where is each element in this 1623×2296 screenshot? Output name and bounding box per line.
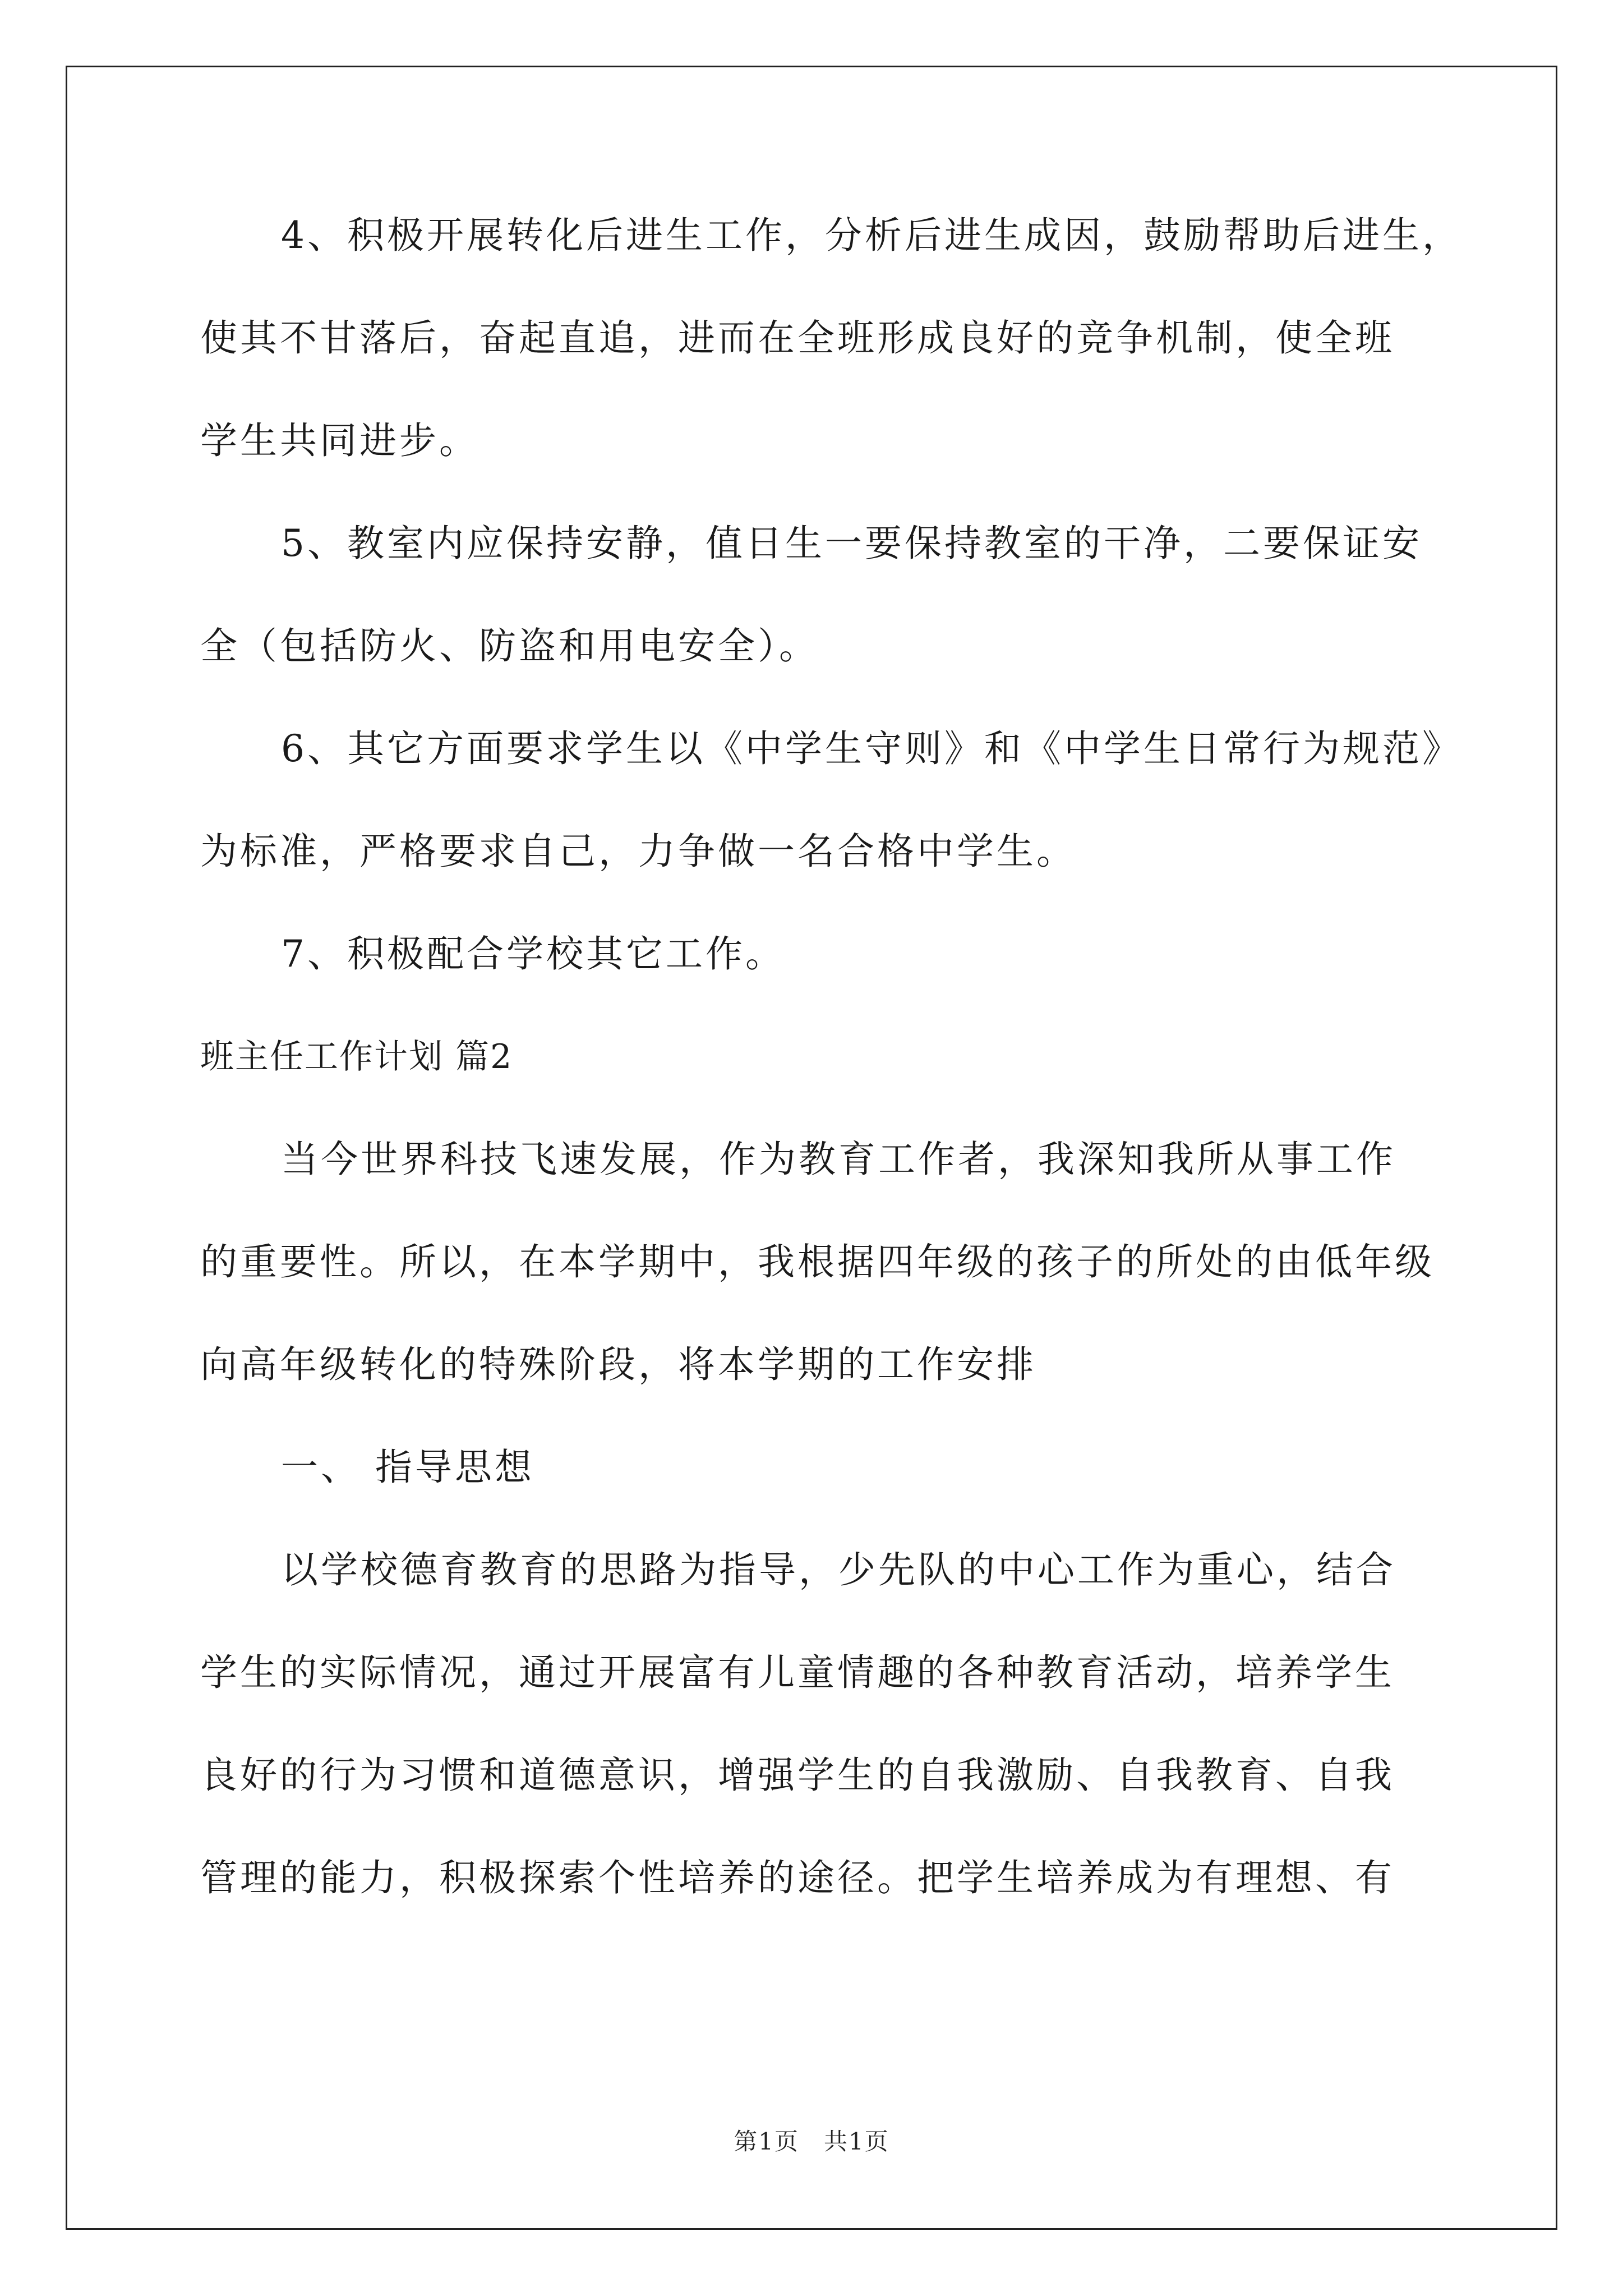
paragraph-line: 学生共同进步。 — [200, 419, 479, 462]
paragraph-line: 4、积极开展转化后进生工作，分析后进生成因，鼓励帮助后进生， — [281, 214, 1462, 257]
paragraph-line: 以学校德育教育的思路为指导，少先队的中心工作为重心，结合 — [281, 1548, 1396, 1591]
paragraph-line: 全（包括防火、防盗和用电安全）。 — [200, 624, 819, 668]
paragraph-line: 6、其它方面要求学生以《中学生守则》和《中学生日常行为规范》 — [281, 727, 1462, 770]
paragraph-line: 为标准，严格要求自己，力争做一名合格中学生。 — [200, 830, 1076, 873]
paragraph-line: 向高年级转化的特殊阶段，将本学期的工作安排 — [200, 1343, 1036, 1386]
page-number-footer: 第1页 共1页 — [734, 2128, 889, 2155]
paragraph-line: 使其不甘落后，奋起直追，进而在全班形成良好的竞争机制，使全班 — [200, 316, 1395, 360]
paragraph-line: 7、积极配合学校其它工作。 — [281, 932, 785, 976]
paragraph-line: 当今世界科技飞速发展，作为教育工作者，我深知我所从事工作 — [281, 1138, 1396, 1181]
section-heading: 班主任工作计划 篇2 — [200, 1037, 513, 1076]
subsection-heading: 一、 指导思想 — [281, 1446, 534, 1489]
paragraph-line: 良好的行为习惯和道德意识，增强学生的自我激励、自我教育、自我 — [200, 1754, 1395, 1797]
paragraph-line: 5、教室内应保持安静，值日生一要保持教室的干净，二要保证安 — [281, 522, 1422, 565]
paragraph-line: 学生的实际情况，通过开展富有儿童情趣的各种教育活动，培养学生 — [200, 1651, 1395, 1694]
paragraph-line: 管理的能力，积极探索个性培养的途径。把学生培养成为有理想、有 — [200, 1856, 1395, 1899]
paragraph-line: 的重要性。所以，在本学期中，我根据四年级的孩子的所处的由低年级 — [200, 1240, 1435, 1283]
